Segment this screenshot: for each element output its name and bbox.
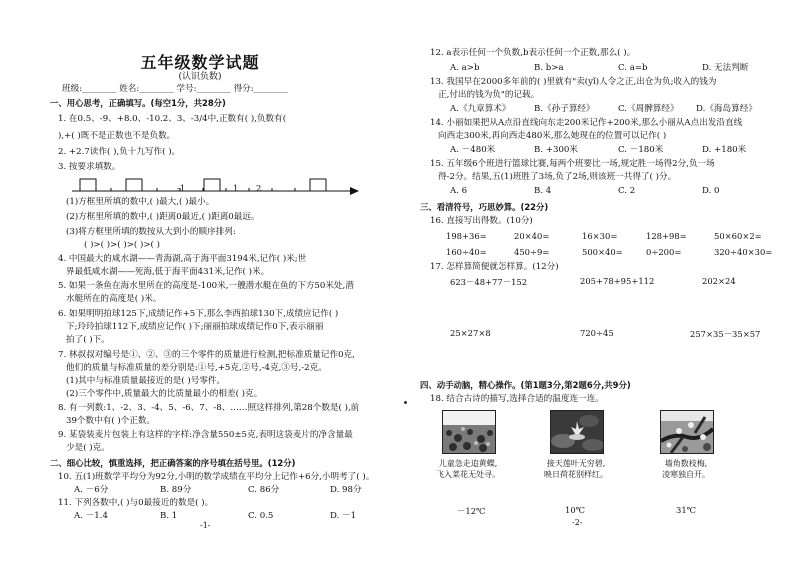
q10-option-a[interactable]: A. －6分 (74, 485, 109, 495)
scan-dot (404, 401, 407, 404)
q15-option-b[interactable]: B. 4 (534, 186, 552, 196)
q3: 3. 按要求填数。 (58, 162, 121, 172)
q7-line1: 7. 林叔叔对编号是①、②、③的三个零件的质量进行检测,把标准质量记作0克, (58, 350, 355, 360)
calc-cell[interactable]: 50×60×2= (714, 231, 762, 241)
q17: 17. 怎样算简便就怎样算。(12分) (430, 262, 559, 272)
q18: 18. 结合古诗的描写,选择合适的温度连一连。 (430, 394, 604, 404)
poem-line: 飞入菜花无处寻。 (436, 470, 500, 479)
q13-option-c[interactable]: C.《周髀算经》 (618, 104, 679, 114)
q5-line1: 5. 如果一条鱼在海水里所在的高度是-100米,一艘潜水艇在鱼的下方50米处,潜 (58, 281, 354, 291)
nl-label-1: 1 (233, 183, 239, 193)
q11-option-b[interactable]: B. 1 (160, 511, 178, 521)
q5-line2: 水艇所在的高度是( )米。 (66, 294, 162, 304)
q12-option-a[interactable]: A. a>b (450, 63, 480, 73)
q11: 11. 下列各数中,( )与0最接近的数是( )。 (58, 498, 214, 508)
q12: 12. a表示任何一个负数,b表示任何一个正数,那么( )。 (430, 48, 636, 58)
q7-1: (1)其中与标准质量最接近的是( )号零件。 (66, 376, 226, 386)
q13-line2: 正,付出的钱为负"的记载。 (438, 90, 540, 100)
q15-option-d[interactable]: D. 0 (702, 186, 720, 196)
q15-line2: 得-2分。结果,五(1)班胜了3场,负了2场,则该班一共得了( )分。 (438, 172, 677, 182)
page-right (402, 0, 794, 561)
poem-caption-1 (413, 458, 523, 480)
q10-option-b[interactable]: B. 89分 (160, 485, 192, 495)
q14-option-b[interactable]: B. +300米 (534, 145, 578, 155)
calc-cell[interactable]: 450÷9= (514, 247, 550, 257)
q14-line2: 向西走300米,再向西走480米,那么她现在的位置可以记作( ) (438, 131, 667, 141)
q14-option-a[interactable]: A. －480米 (450, 145, 496, 155)
nl-label-neg1: -1 (177, 183, 186, 193)
simplify-problem[interactable]: 205+78+95+112 (580, 276, 655, 286)
simplify-problem[interactable]: 25×27×8 (450, 328, 491, 338)
simplify-problem[interactable]: 202×24 (702, 276, 736, 286)
q14-option-c[interactable]: C. －180米 (618, 145, 664, 155)
section-3-heading: 三、看清符号，巧思妙算。(22分) (420, 202, 549, 212)
temperature-option-1[interactable]: －12℃ (457, 506, 486, 516)
q8-line1: 8. 有一列数:1、-2、3、-4、5、-6、7、-8、……照这样排列,第28个数是( ),前 (58, 403, 360, 413)
section-1-heading: 一、用心思考，正确填写。(每空1分，共28分) (50, 98, 226, 108)
q14-line1: 14. 小丽如果把从A点沿直线向东走200米记作+200米,那么小丽从A点出发沿直线 (430, 118, 743, 128)
q12-option-c[interactable]: C. a=b (618, 63, 648, 73)
q2: 2. +2.7读作( ),负十九写作( )。 (58, 147, 181, 157)
poem-caption-2 (521, 458, 631, 480)
poem-caption-3 (631, 458, 741, 480)
exam-subtitle: (认识负数) (178, 72, 222, 82)
q12-option-d[interactable]: D. 无法判断 (702, 63, 749, 73)
q6-line3: 拍了( )下。 (66, 335, 110, 345)
section-2-heading: 二、细心比较，慎重选择，把正确答案的序号填在括号里。(12分) (50, 458, 296, 468)
q6-line2: 下;玲玲拍球112下,成绩应记作( )下;丽丽拍球成绩记作0下,表示丽丽 (66, 322, 324, 332)
poem-line: 映日荷花别样红。 (544, 470, 608, 479)
calc-cell[interactable]: 500×40= (582, 247, 623, 257)
calc-cell[interactable]: 0÷200= (646, 247, 682, 257)
q13-line1: 13. 我国早在2000多年前的( )里就有"卖(yǐ)人令之正,出仓为负;收入的钱为 (430, 77, 717, 87)
q16: 16. 直接写出得数。(10分) (430, 216, 533, 226)
simplify-problem[interactable]: 720÷45 (580, 328, 614, 338)
calc-cell[interactable]: 128+98= (646, 231, 687, 241)
q15-option-c[interactable]: C. 2 (618, 186, 636, 196)
poem-line: 墙角数枝梅, (664, 459, 708, 468)
q9-line1: 9. 某袋装麦片包装上有这样的字样:净含量550±5克,表明这袋麦片的净含量最 (58, 430, 353, 440)
q1-line1: 1. 在0.5、-9、+8.0、-10.2、3、-3/4中,正数有( ),负数有( (58, 114, 287, 124)
q3-2: (2)方框里所填的数中,( )距离0最近,( )距离0最远。 (66, 212, 260, 222)
photo-lotus (550, 410, 604, 454)
calc-cell[interactable]: 198+36= (446, 231, 487, 241)
q12-option-b[interactable]: B. b>a (534, 63, 564, 73)
q7-line2: 他们的质量与标准质量的差分别是:①号,+5克,②号,-4克,③号,-2克。 (66, 363, 327, 373)
q13-option-d[interactable]: D.《海岛算经》 (696, 104, 757, 114)
q13-option-a[interactable]: A.《九章算术》 (450, 104, 511, 114)
q3-1: (1)方框里所填的数中,( )最大,( )最小。 (66, 197, 215, 207)
photo-rapeseed-field (442, 410, 496, 454)
q11-option-d[interactable]: D. －1 (330, 511, 357, 521)
q11-option-a[interactable]: A. －1.4 (74, 511, 108, 521)
calc-cell[interactable]: 16×30= (582, 231, 618, 241)
exam-title: 五年级数学试题 (140, 53, 260, 72)
q4-line1: 4. 中国最大的咸水湖——青海湖,高于海平面3194米,记作( )米;世 (58, 254, 307, 264)
page-number-2: -2- (572, 518, 583, 527)
q14-option-d[interactable]: D. +180米 (702, 145, 747, 155)
page-number-1: -1- (200, 521, 211, 530)
calc-cell[interactable]: 320÷40×30= (714, 247, 773, 257)
temperature-option-3[interactable]: 31℃ (676, 505, 697, 515)
q4-line2: 界最低咸水湖——死海,低于海平面431米,记作( )米。 (66, 267, 270, 277)
q10: 10. 五(1)班数学平均分为92分,小明的数学成绩在平均分上记作+6分,小明考了( )。 (58, 472, 375, 482)
q8-line2: 39个数中有( )个正数。 (66, 416, 156, 426)
photo-plum-blossom (660, 410, 714, 454)
poem-line: 接天莲叶无穷碧, (546, 459, 606, 468)
q3-3-blanks[interactable]: ( )>( )>( )>( )>( ) (84, 240, 160, 250)
simplify-problem[interactable]: 257×35－35×57 (690, 329, 761, 339)
q10-option-d[interactable]: D. 98分 (330, 485, 362, 495)
q1-line2: ),+( )既不是正数也不是负数。 (58, 131, 176, 141)
q9-line2: 少是( )克。 (66, 443, 110, 453)
q15-option-a[interactable]: A. 6 (450, 186, 468, 196)
calc-cell[interactable]: 20×40= (514, 231, 550, 241)
q13-option-b[interactable]: B.《孙子算经》 (534, 104, 595, 114)
nl-label-2: 2 (256, 183, 262, 193)
poem-line: 儿童急走追黄蝶, (438, 459, 498, 468)
q11-option-c[interactable]: C. 0.5 (248, 511, 274, 521)
calc-cell[interactable]: 160÷40= (446, 247, 487, 257)
simplify-problem[interactable]: 623－48+77－152 (450, 277, 528, 287)
poem-line: 凌寒独自开。 (662, 470, 710, 479)
q7-2: (2)三个零件中,质量最大的比质量最小的相差( )克。 (66, 389, 263, 399)
q10-option-c[interactable]: C. 86分 (248, 485, 280, 495)
q3-3: (3)将方框里所填的数按从大到小的顺序排列: (66, 227, 236, 237)
q15-line1: 15. 五年级6个班进行篮球比赛,每两个班要比一场,规定胜一场得2分,负一场 (430, 159, 715, 169)
q6-line1: 6. 如果明明拍球125下,成绩记作+5下,那么李西拍球130下,成绩应记作( ) (58, 309, 339, 319)
info-line[interactable]: 班级:________ 姓名:________ 学号:________ 得分:________ (62, 84, 289, 94)
section-4-heading: 四、动手动脑，精心操作。(第1题3分,第2题6分,共9分) (420, 380, 631, 390)
temperature-option-2[interactable]: 10℃ (565, 505, 586, 515)
